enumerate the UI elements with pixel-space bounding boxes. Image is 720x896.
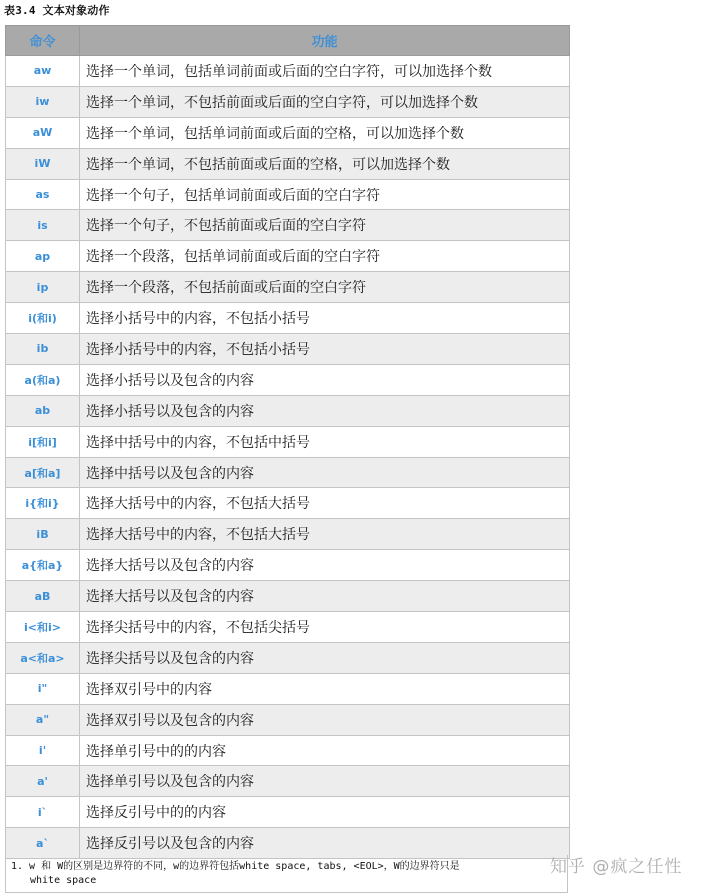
- table-row: [6, 642, 570, 673]
- command-cell: i{和i}: [6, 488, 80, 519]
- table-row: [6, 426, 570, 457]
- table-row: [6, 612, 570, 643]
- command-cell: as: [6, 179, 80, 210]
- function-cell: 选择双引号中的内容: [80, 673, 570, 704]
- table-row: [6, 457, 570, 488]
- table-row: [6, 272, 570, 303]
- function-cell: 选择大括号中的内容，不包括大括号: [80, 519, 570, 550]
- function-cell: 选择小括号中的内容，不包括小括号: [80, 303, 570, 334]
- command-cell: ip: [6, 272, 80, 303]
- function-cell: 选择反引号以及包含的内容: [80, 828, 570, 859]
- table-caption: 表3.4 文本对象动作: [4, 4, 110, 17]
- table-row: [6, 519, 570, 550]
- function-cell: 选择一个段落，包括单词前面或后面的空白字符: [80, 241, 570, 272]
- command-cell: i[和i]: [6, 426, 80, 457]
- table-row: [6, 364, 570, 395]
- table-row: [6, 550, 570, 581]
- command-cell: is: [6, 210, 80, 241]
- command-cell: i': [6, 735, 80, 766]
- text-object-table: [5, 25, 570, 859]
- function-cell: 选择双引号以及包含的内容: [80, 704, 570, 735]
- function-cell: 选择单引号中的的内容: [80, 735, 570, 766]
- command-cell: iw: [6, 86, 80, 117]
- function-cell: 选择一个单词，不包括前面或后面的空格，可以加选择个数: [80, 148, 570, 179]
- function-cell: 选择中括号以及包含的内容: [80, 457, 570, 488]
- function-cell: 选择一个单词，包括单词前面或后面的空白字符，可以加选择个数: [80, 56, 570, 87]
- command-cell: a': [6, 766, 80, 797]
- command-cell: a(和a): [6, 364, 80, 395]
- function-cell: 选择中括号中的内容，不包括中括号: [80, 426, 570, 457]
- command-cell: iW: [6, 148, 80, 179]
- table-body: [6, 56, 570, 859]
- table-row: [6, 735, 570, 766]
- table-row: [6, 704, 570, 735]
- command-cell: ab: [6, 395, 80, 426]
- command-cell: i`: [6, 797, 80, 828]
- table-row: [6, 117, 570, 148]
- function-cell: 选择一个单词，包括单词前面或后面的空格，可以加选择个数: [80, 117, 570, 148]
- command-cell: aw: [6, 56, 80, 87]
- function-cell: 选择大括号中的内容，不包括大括号: [80, 488, 570, 519]
- watermark: 知乎 @疯之任性: [550, 857, 683, 877]
- function-cell: 选择单引号以及包含的内容: [80, 766, 570, 797]
- command-cell: a{和a}: [6, 550, 80, 581]
- function-cell: 选择小括号以及包含的内容: [80, 395, 570, 426]
- function-cell: 选择一个句子，包括单词前面或后面的空白字符: [80, 179, 570, 210]
- table-row: [6, 395, 570, 426]
- function-cell: 选择一个段落，不包括前面或后面的空白字符: [80, 272, 570, 303]
- function-cell: 选择小括号中的内容，不包括小括号: [80, 334, 570, 365]
- function-cell: 选择大括号以及包含的内容: [80, 550, 570, 581]
- table-row: [6, 56, 570, 87]
- function-cell: 选择一个句子，不包括前面或后面的空白字符: [80, 210, 570, 241]
- command-cell: iB: [6, 519, 80, 550]
- table-row: [6, 581, 570, 612]
- table-row: [6, 210, 570, 241]
- command-cell: a[和a]: [6, 457, 80, 488]
- footnote-line-2: white space: [30, 875, 97, 886]
- command-cell: ap: [6, 241, 80, 272]
- function-cell: 选择尖括号中的内容，不包括尖括号: [80, 612, 570, 643]
- table-row: [6, 766, 570, 797]
- table-row: [6, 241, 570, 272]
- table-row: [6, 488, 570, 519]
- header-function: 功能: [80, 26, 570, 56]
- header-command: 命令: [6, 26, 80, 56]
- command-cell: ib: [6, 334, 80, 365]
- table-header-row: [6, 26, 570, 56]
- footnote-line-1: 1. w 和 W的区别是边界符的不同，w的边界符包括white space, tabs, <EOL>，W的边界符只是: [11, 861, 460, 872]
- function-cell: 选择一个单词，不包括前面或后面的空白字符，可以加选择个数: [80, 86, 570, 117]
- function-cell: 选择尖括号以及包含的内容: [80, 642, 570, 673]
- command-cell: aB: [6, 581, 80, 612]
- table-row: [6, 334, 570, 365]
- command-cell: aW: [6, 117, 80, 148]
- footnote: [5, 855, 568, 893]
- function-cell: 选择小括号以及包含的内容: [80, 364, 570, 395]
- table-row: [6, 673, 570, 704]
- command-cell: i<和i>: [6, 612, 80, 643]
- command-cell: a": [6, 704, 80, 735]
- table-row: [6, 797, 570, 828]
- table-row: [6, 303, 570, 334]
- function-cell: 选择反引号中的的内容: [80, 797, 570, 828]
- table-row: [6, 86, 570, 117]
- table-row: [6, 179, 570, 210]
- command-cell: i(和i): [6, 303, 80, 334]
- command-cell: a<和a>: [6, 642, 80, 673]
- table-row: [6, 148, 570, 179]
- command-cell: a`: [6, 828, 80, 859]
- command-cell: i": [6, 673, 80, 704]
- function-cell: 选择大括号以及包含的内容: [80, 581, 570, 612]
